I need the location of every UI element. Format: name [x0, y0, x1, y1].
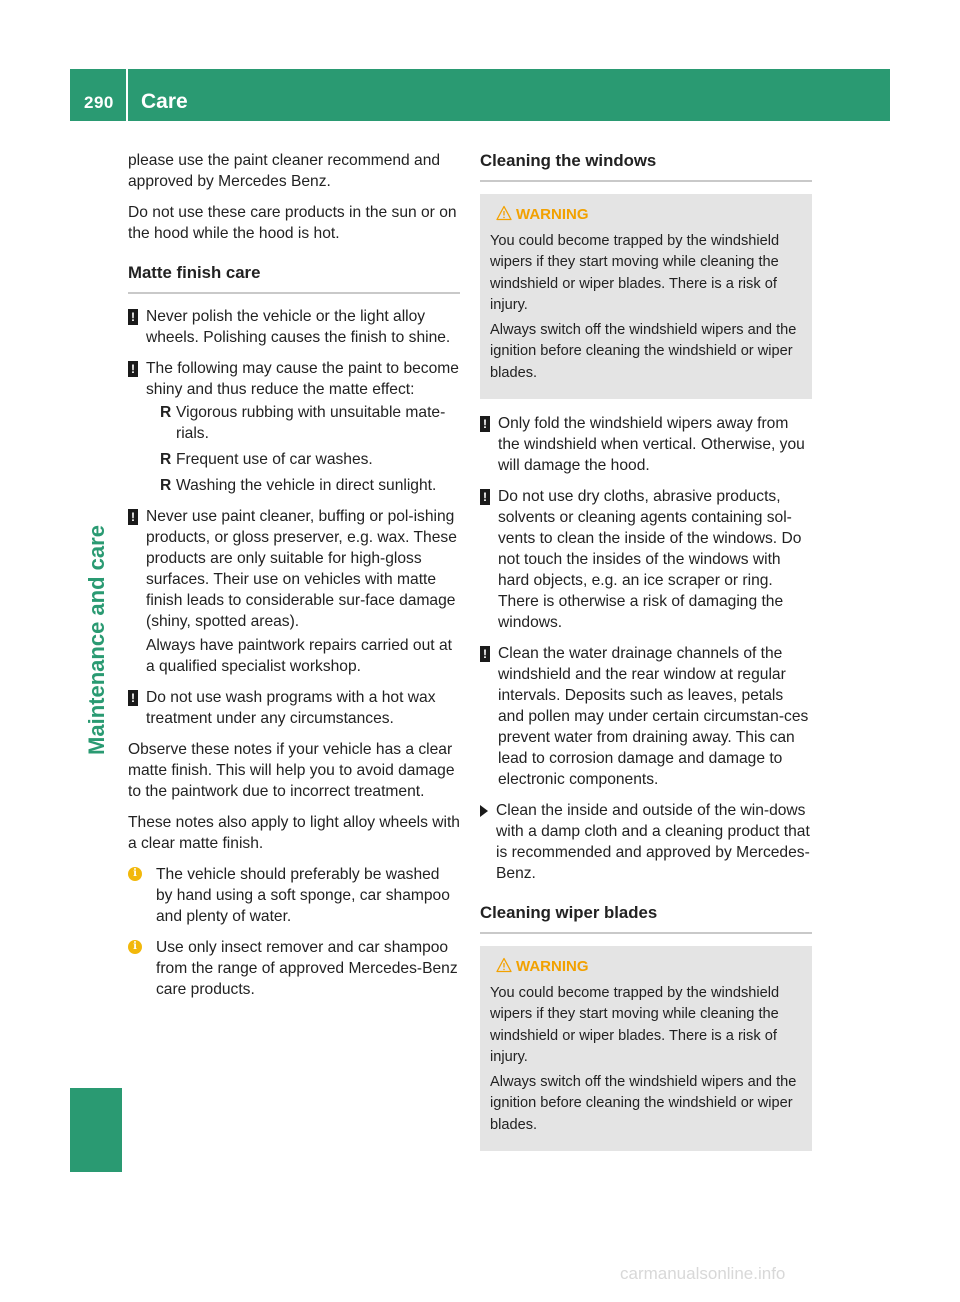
- intro-paragraph: Do not use these care products in the sun or on the hood while the hood is hot.: [128, 204, 457, 242]
- bullet-list: [160, 402, 460, 496]
- exclamation-icon: !: [480, 646, 490, 662]
- warning-header: [490, 204, 800, 226]
- caution-note: [480, 643, 812, 790]
- info-icon: i: [128, 867, 142, 881]
- exclamation-icon: !: [480, 489, 490, 505]
- list-item: R Vigorous rubbing with unsuitable mate-rials.: [160, 404, 446, 442]
- exclamation-icon: !: [128, 361, 138, 377]
- warning-box: [480, 194, 812, 399]
- caution-note: [128, 506, 460, 677]
- list-item: R Washing the vehicle in direct sunlight.: [160, 477, 437, 494]
- exclamation-icon: !: [128, 690, 138, 706]
- info-text: Use only insect remover and car shampoo from the range of approved Mercedes-Benz care products.: [156, 939, 458, 998]
- page-number: 290: [84, 93, 114, 112]
- warning-text: Always switch off the windshield wipers and the ignition before cleaning the windshield or wiper blades.: [490, 1073, 797, 1133]
- caution-note: [128, 306, 460, 348]
- bullet-r-icon: R: [160, 477, 172, 494]
- exclamation-icon: !: [128, 309, 138, 325]
- warning-label: WARNING: [516, 958, 589, 975]
- caution-note: [480, 413, 812, 476]
- note-text: Clean the water drainage channels of the windshield and the rear window at regular intervals. Deposits such as leaves, petals and pollen may under certain circumstan-ces prevent water from draining away. This can lead to corrosion damage and damage to electronic components.: [498, 645, 809, 788]
- info-text: The vehicle should preferably be washed by hand using a soft sponge, car shampoo and plenty of water.: [156, 866, 450, 925]
- warning-label: WARNING: [516, 206, 589, 223]
- bullet-r-icon: R: [160, 404, 172, 421]
- instruction-step: [480, 800, 812, 884]
- section-heading-cleaning-windows: Cleaning the windows: [480, 150, 812, 182]
- left-column: [128, 150, 460, 1010]
- info-icon: i: [128, 940, 142, 954]
- note-text: Never use paint cleaner, buffing or pol-ishing products, or gloss preserver, e.g. wax. These products are only suitable for high-gloss surfaces. Their use on vehicles with matte finish leads to considerable sur-face damage (shiny, spotted areas).: [146, 508, 457, 630]
- body-paragraph: These notes also apply to light alloy wheels with a clear matte finish.: [128, 814, 460, 852]
- header-divider: [126, 69, 128, 121]
- exclamation-icon: !: [480, 416, 490, 432]
- warning-text: You could become trapped by the windshield wipers if they start moving while cleaning the windshield or wiper blades. There is a risk of injury.: [490, 232, 780, 313]
- warning-header: [490, 956, 800, 978]
- intro-paragraph: please use the paint cleaner recommend and approved by Mercedes Benz.: [128, 152, 441, 190]
- side-tab-marker: [70, 1088, 122, 1172]
- note-text: Only fold the windshield wipers away from the windshield when vertical. Otherwise, you will damage the hood.: [498, 415, 805, 474]
- info-note: [128, 864, 460, 927]
- note-text: Never polish the vehicle or the light alloy wheels. Polishing causes the finish to shine.: [146, 308, 451, 346]
- note-text: Do not use wash programs with a hot wax treatment under any circumstances.: [146, 689, 436, 727]
- section-heading-cleaning-wiper-blades: Cleaning wiper blades: [480, 902, 812, 934]
- footer-watermark: carmanualsonline.info: [620, 1264, 786, 1283]
- warning-text: You could become trapped by the windshield wipers if they start moving while cleaning the windshield or wiper blades. There is a risk of injury.: [490, 984, 780, 1065]
- warning-triangle-icon: [496, 205, 512, 221]
- header-bar: [70, 69, 890, 121]
- warning-box: [480, 946, 812, 1151]
- note-text: Always have paintwork repairs carried out at a qualified specialist workshop.: [146, 637, 452, 675]
- section-heading-matte-finish: Matte finish care: [128, 262, 460, 294]
- side-tab-label: Maintenance and care: [84, 525, 109, 755]
- caution-note: [128, 358, 460, 496]
- bullet-r-icon: R: [160, 451, 172, 468]
- note-text: The following may cause the paint to become shiny and thus reduce the matte effect:: [146, 360, 459, 398]
- step-arrow-icon: [480, 805, 488, 817]
- note-text: Do not use dry cloths, abrasive products, solvents or cleaning agents containing sol-vents to clean the inside of the windows. Do not touch the insides of the windows with hard objects, e.g. an ice scraper or ring. There is otherwise a risk of damaging the windows.: [498, 488, 802, 631]
- step-text: Clean the inside and outside of the win-dows with a damp cloth and a cleaning product that is recommended and approved by Mercedes-Benz.: [496, 802, 810, 882]
- warning-triangle-icon: [496, 957, 512, 973]
- right-column: [480, 150, 812, 1165]
- caution-note: [128, 687, 460, 729]
- warning-text: Always switch off the windshield wipers and the ignition before cleaning the windshield or wiper blades.: [490, 321, 797, 381]
- info-note: [128, 937, 460, 1000]
- page-title: Care: [141, 90, 188, 113]
- exclamation-icon: !: [128, 509, 138, 525]
- list-item: R Frequent use of car washes.: [160, 451, 373, 468]
- body-paragraph: Observe these notes if your vehicle has a clear matte finish. This will help you to avoid damage to the paintwork due to incorrect treatment.: [128, 741, 455, 800]
- caution-note: [480, 486, 812, 633]
